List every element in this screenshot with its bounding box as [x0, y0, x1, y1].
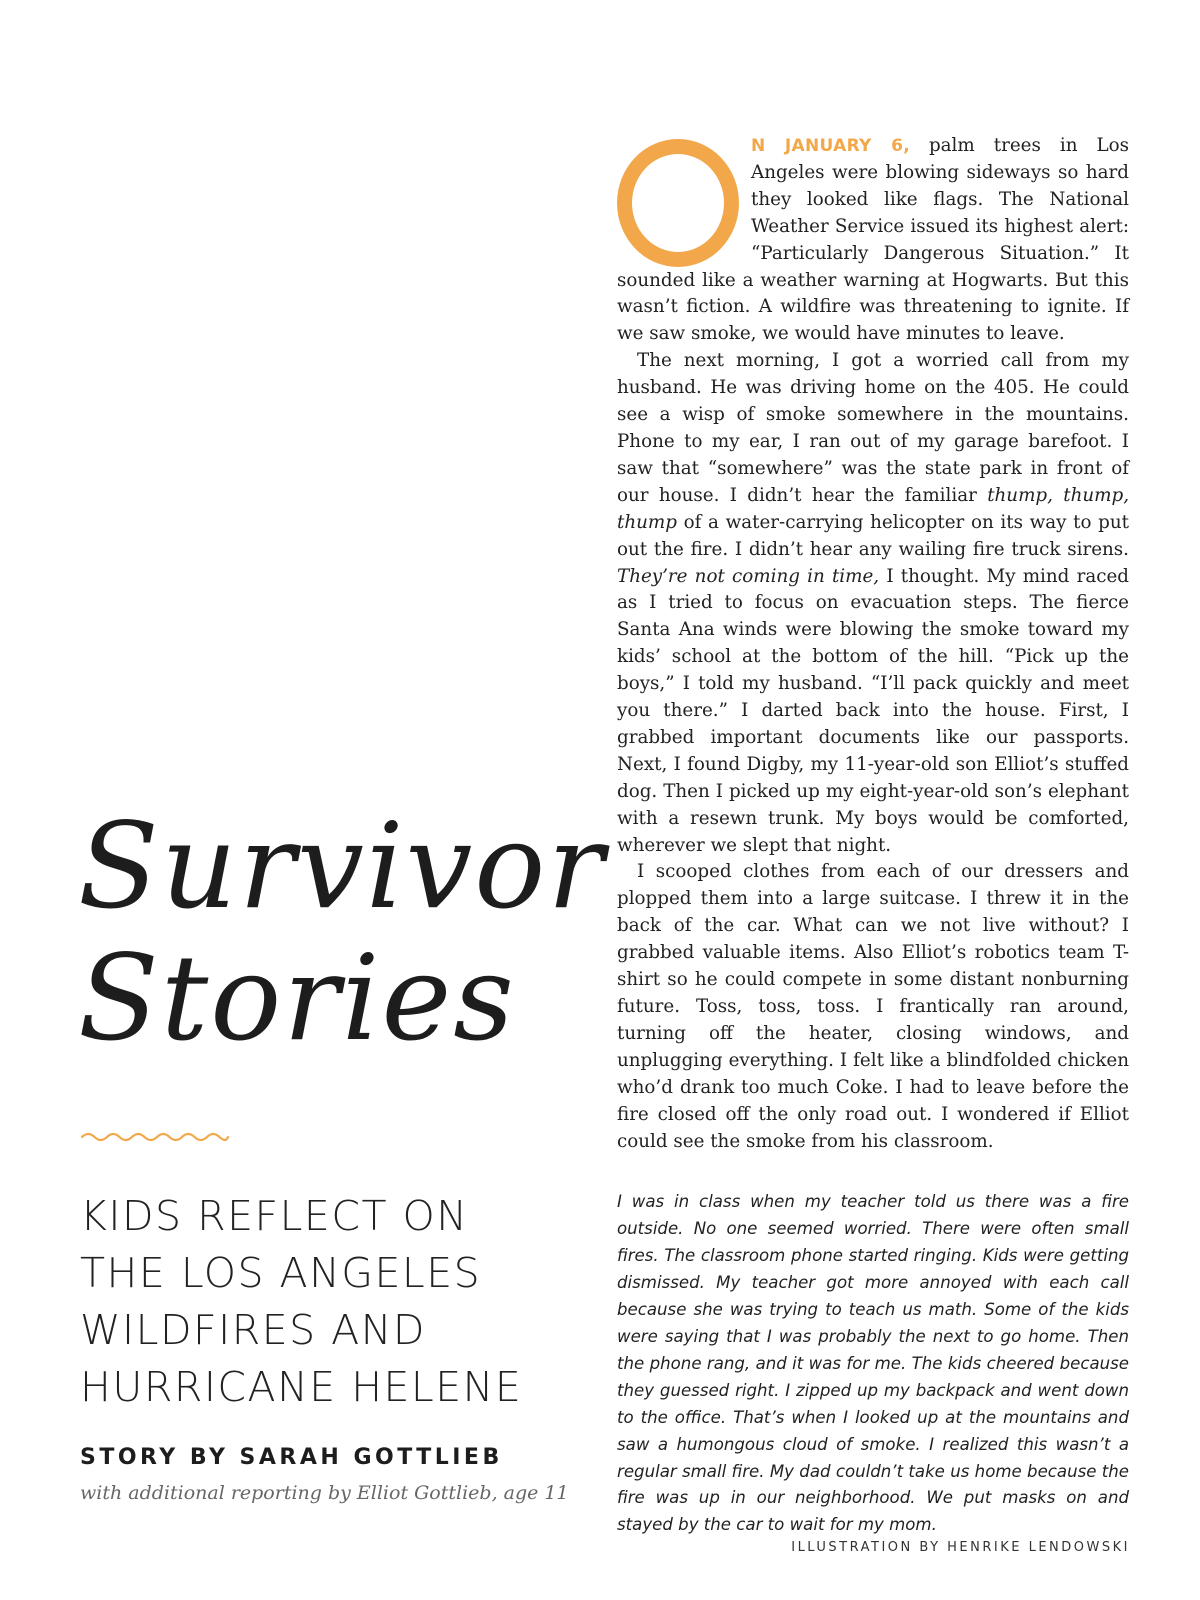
subtitle-line: THE LOS ANGELES	[80, 1249, 482, 1297]
article-column	[617, 133, 1129, 1539]
feature-subtitle	[80, 1188, 560, 1416]
article-body	[617, 133, 1129, 1155]
emphasis-text: They’re not coming in time,	[617, 565, 880, 587]
paragraph-text: palm trees in Los Angeles were blowing sideways so hard they looked like flags. The National Weather Service issued its highest alert: “Particularly Dangerous Situation.” It sounded like a weather warning at Hogwarts. But this wasn’t fiction. A wildfire was threatening to ignite. If we saw smoke, we would have minutes to leave.	[617, 135, 1129, 345]
article-paragraph	[617, 348, 1129, 859]
title-line-2: Stories	[78, 929, 516, 1067]
subtitle-line: WILDFIRES AND	[80, 1306, 426, 1354]
emphasis-text: thump, thump, thump	[617, 484, 1130, 533]
drop-cap-letter	[617, 139, 739, 267]
kid-quote: I was in class when my teacher told us there was a fire outside. No one seemed worried. There were often small fires. The classroom phone started ringing. Kids were getting dismissed. My teacher got more annoyed with each call because she was trying to teach us math. Some of the kids were saying that I was probably the next to go home. Then the phone rang, and it was for me. The kids cheered because they guessed right. I zipped up my backpack and went down to the office. That’s when I looked up at the mountains and saw a humongous cloud of smoke. I realized this wasn’t a regular small fire. My dad couldn’t take us home because the fire was up in our neighborhood. We put masks on and stayed by the car to wait for my mom.	[617, 1192, 1129, 1535]
author-byline: STORY BY SARAH GOTTLIEB	[80, 1445, 503, 1470]
feature-title	[78, 797, 606, 1067]
additional-reporting-credit: with additional reporting by Elliot Gottlieb, age 11	[80, 1482, 569, 1504]
lead-in: N JANUARY 6,	[751, 136, 910, 156]
wavy-divider-icon	[80, 1130, 230, 1144]
title-line-1: Survivor	[78, 797, 606, 935]
paragraph-text: I thought. My mind raced as I tried to focus on evacuation steps. The fierce Santa Ana winds were blowing the smoke toward my kids’ school at the bottom of the hill. “Pick up the boys,” I told my husband. “I’ll pack quickly and meet you there.” I darted back into the house. First, I grabbed important documents like our passports. Next, I found Digby, my 11-year-old son Elliot’s stuffed dog. Then I picked up my eight-year-old son’s elephant with a resewn trunk. My boys would be comforted, wherever we slept that night.	[617, 565, 1129, 856]
paragraph-text: The next morning, I got a worried call from my husband. He was driving home on the 405. He could see a wisp of smoke somewhere in the mountains. Phone to my ear, I ran out of my garage barefoot. I saw that “somewhere” was the state park in front of our house. I didn’t hear the familiar	[617, 350, 1129, 506]
article-paragraph: I scooped clothes from each of our dressers and plopped them into a large suitcase. I threw it in the back of the car. What can we not live without? I grabbed valuable items. Also Elliot’s robotics team T-shirt so he could compete in some distant nonburning future. Toss, toss, toss. I frantically ran around, turning off the heater, closing windows, and unplugging everything. I felt like a blindfolded chicken who’d drank too much Coke. I had to leave before the fire closed off the only road out. I wondered if Elliot could see the smoke from his classroom.	[617, 861, 1129, 1152]
paragraph-text: of a water-carrying helicopter on its way to put out the fire. I didn’t hear any wailing fire truck sirens.	[617, 511, 1129, 560]
drop-cap	[617, 142, 739, 264]
illustration-credit: ILLUSTRATION BY HENRIKE LENDOWSKI	[791, 1540, 1130, 1555]
subtitle-line: KIDS REFLECT ON	[80, 1192, 469, 1240]
subtitle-line: HURRICANE HELENE	[80, 1363, 523, 1411]
